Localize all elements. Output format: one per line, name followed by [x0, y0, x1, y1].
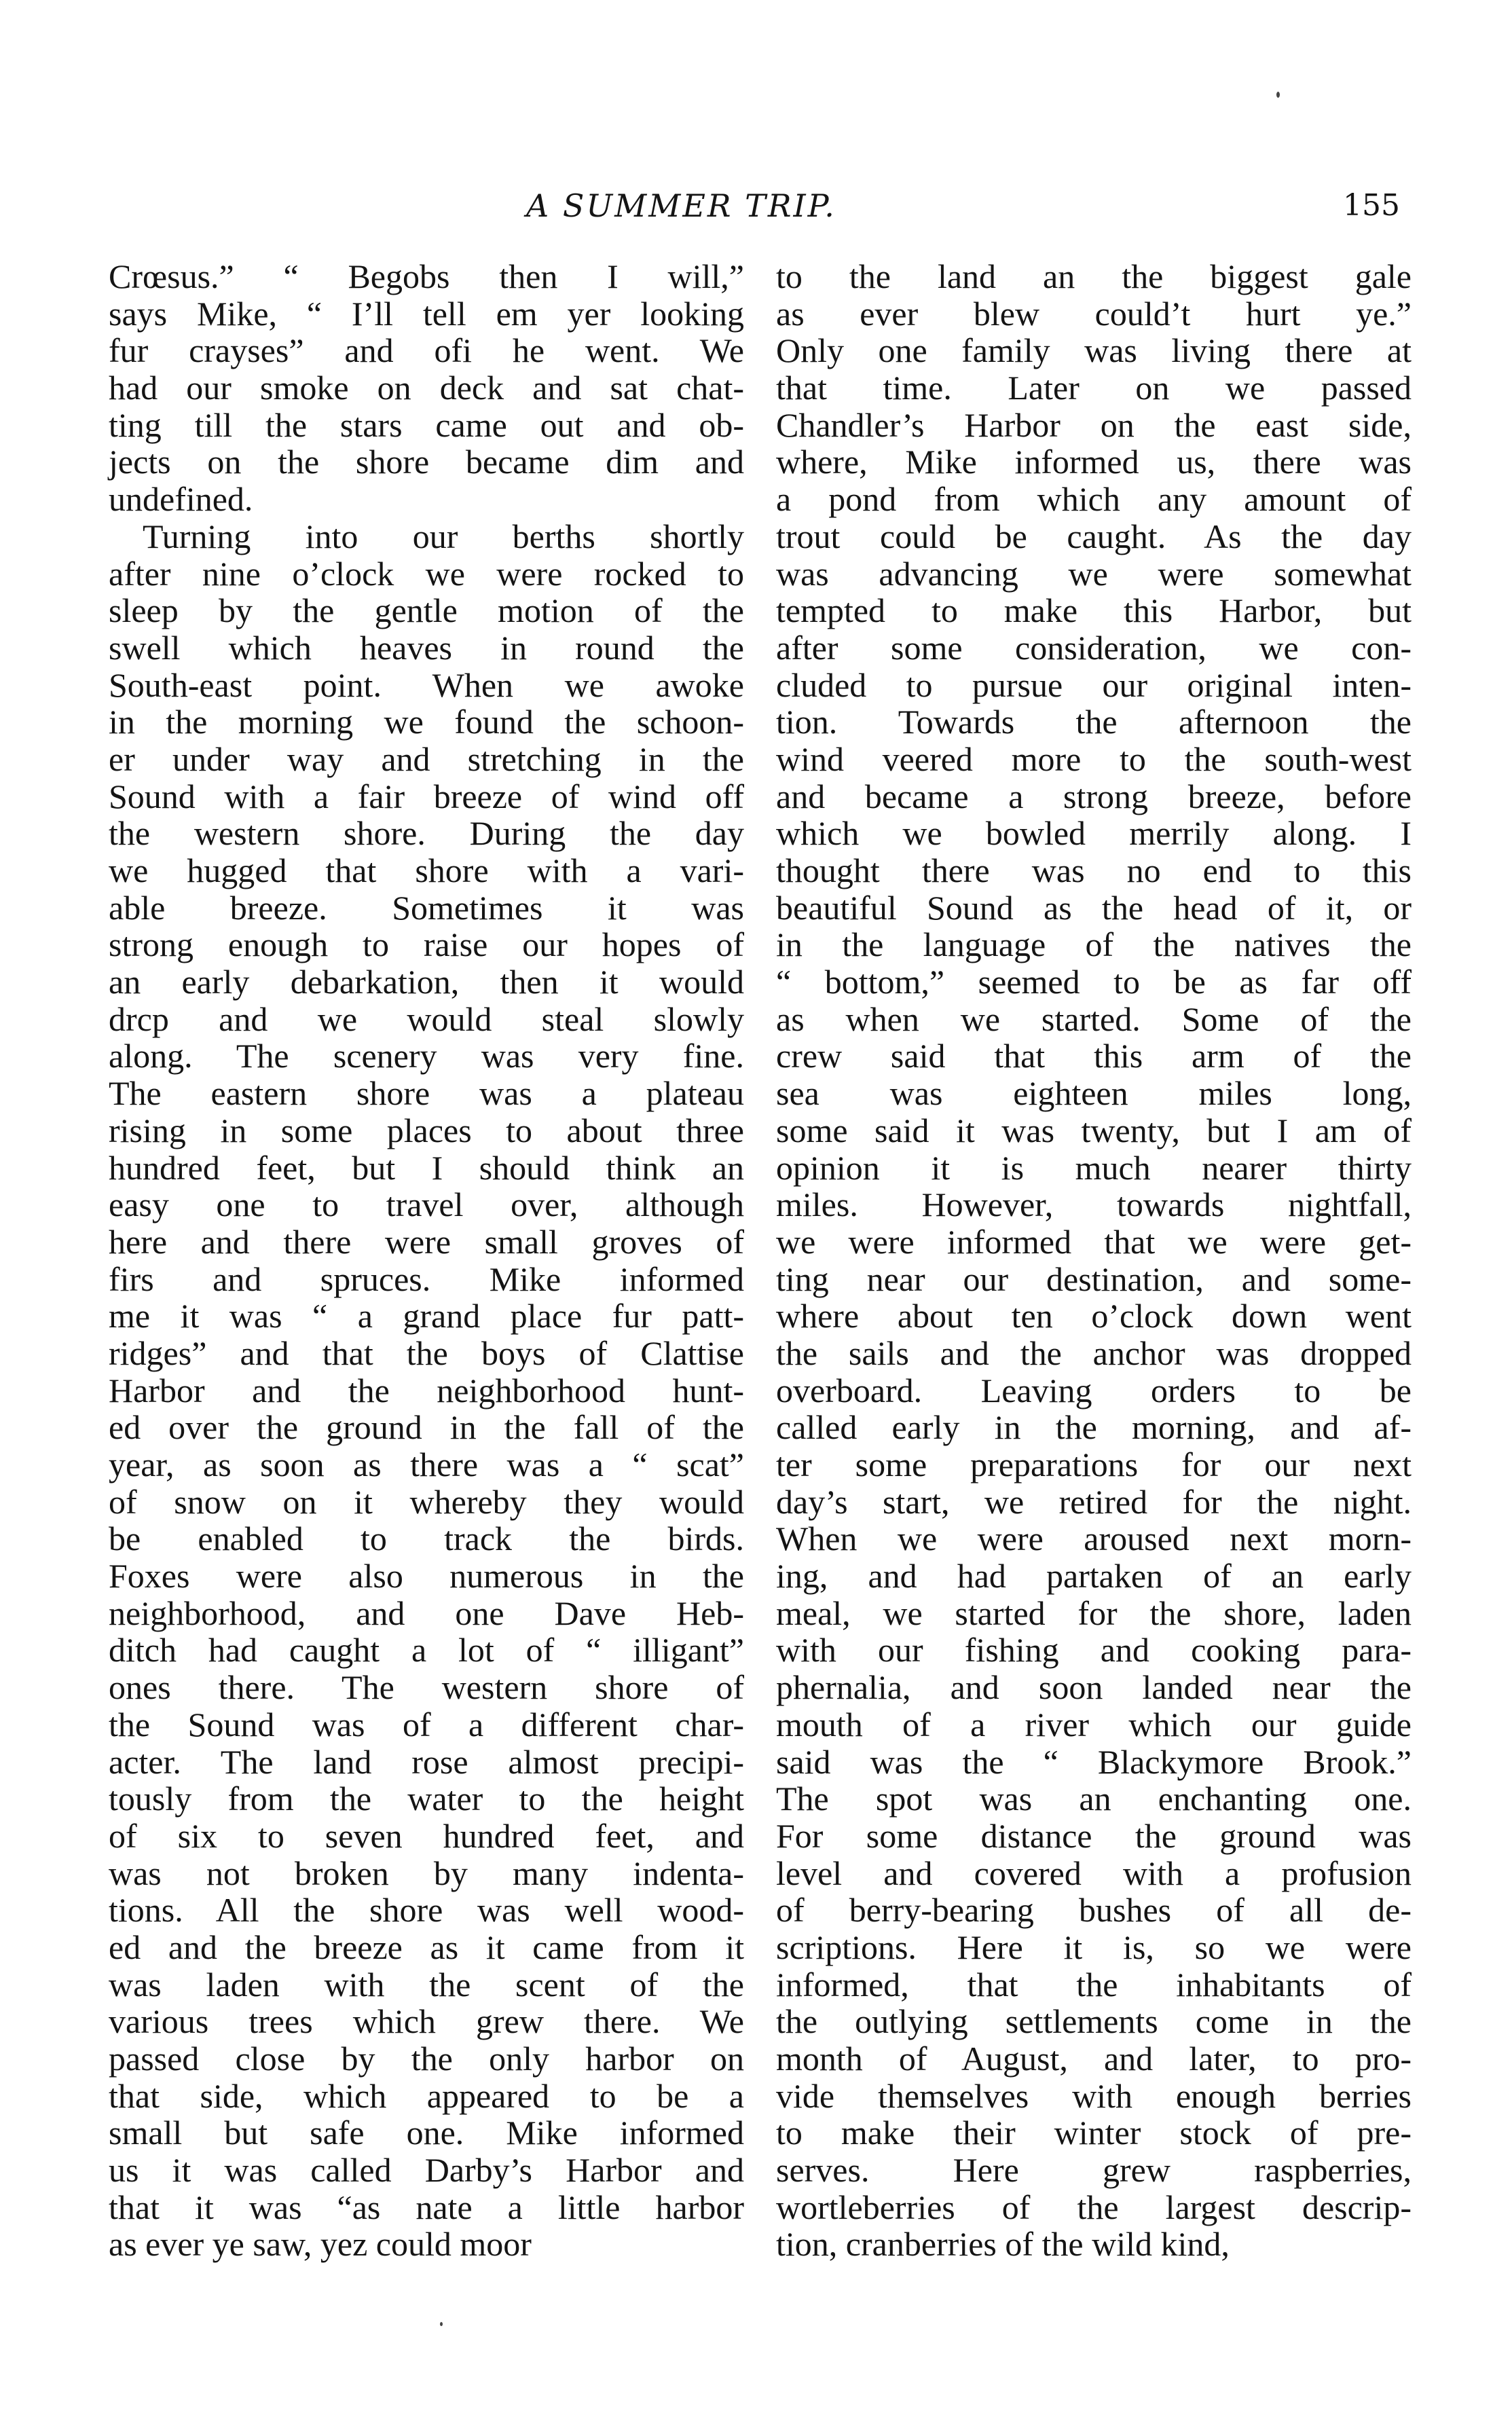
text-line: cluded to pursue our original inten- — [776, 665, 1412, 704]
text-line: The spot was an enchanting one. — [776, 1780, 1412, 1818]
text-line: Foxes were also numerous in the — [109, 1557, 744, 1596]
text-line: crew said that this arm of the — [776, 1037, 1412, 1075]
text-column-right — [776, 258, 1412, 2263]
text-line: Sound with a fair breeze of wind off — [109, 777, 744, 815]
text-line: South-east point. When we awoke — [109, 665, 744, 704]
text-line: that side, which appeared to be a — [109, 2076, 744, 2115]
text-line: where about ten o’clock down went — [776, 1297, 1412, 1335]
text-line: vide themselves with enough berries — [776, 2076, 1412, 2115]
text-line: which we bowled merrily along. I — [776, 814, 1412, 853]
text-line: various trees which grew there. We — [109, 2002, 744, 2041]
text-line: a pond from which any amount of — [776, 480, 1412, 519]
text-line: with our fishing and cooking para- — [776, 1631, 1412, 1670]
text-line: along. The scenery was very fine. — [109, 1037, 744, 1075]
text-line: trout could be caught. As the day — [776, 517, 1412, 555]
text-line: tion. Towards the afternoon the — [776, 703, 1412, 741]
text-line: ed over the ground in the fall of the — [109, 1408, 744, 1447]
text-line: level and covered with a profusion — [776, 1854, 1412, 1892]
text-line: that time. Later on we passed — [776, 369, 1412, 407]
text-line: overboard. Leaving orders to be — [776, 1371, 1412, 1410]
text-line: the outlying settlements come in the — [776, 2002, 1412, 2041]
text-line: phernalia, and soon landed near the — [776, 1668, 1412, 1707]
text-line: of snow on it whereby they would — [109, 1482, 744, 1521]
text-line: small but safe one. Mike informed — [109, 2114, 744, 2152]
text-line: er under way and stretching in the — [109, 739, 744, 778]
text-line: ditch had caught a lot of “ illigant” — [109, 1631, 744, 1670]
text-line: ter some preparations for our next — [776, 1445, 1412, 1484]
text-line: tions. All the shore was well wood- — [109, 1891, 744, 1930]
text-line: in the morning we found the schoon- — [109, 703, 744, 741]
text-line: ting till the stars came out and ob- — [109, 405, 744, 444]
text-line: scriptions. Here it is, so we were — [776, 1928, 1412, 1966]
text-line: be enabled to track the birds. — [109, 1519, 744, 1558]
text-line: was not broken by many indenta- — [109, 1854, 744, 1892]
text-line: and became a strong breeze, before — [776, 777, 1412, 815]
text-line: to the land an the biggest gale — [776, 257, 1412, 295]
text-line: jects on the shore became dim and — [109, 443, 744, 481]
text-line: thought there was no end to this — [776, 851, 1412, 889]
text-line: some said it was twenty, but I am of — [776, 1111, 1412, 1149]
text-line: Chandler’s Harbor on the east side, — [776, 405, 1412, 444]
text-line: the sails and the anchor was dropped — [776, 1333, 1412, 1372]
text-line: year, as soon as there was a “ scat” — [109, 1445, 744, 1484]
text-line: was advancing we were somewhat — [776, 554, 1412, 593]
text-line: tempted to make this Harbor, but — [776, 591, 1412, 630]
text-line: of six to seven hundred feet, and — [109, 1816, 744, 1855]
text-line: rising in some places to about three — [109, 1111, 744, 1149]
text-line: Crœsus.” “ Begobs then I will,” — [109, 257, 744, 295]
text-line: as ever ye saw, yez could moor — [109, 2225, 532, 2264]
text-line: ed and the breeze as it came from it — [109, 1928, 744, 1966]
text-line: called early in the morning, and af- — [776, 1408, 1412, 1447]
text-line: wind veered more to the south-west — [776, 739, 1412, 778]
text-line: miles. However, towards nightfall, — [776, 1185, 1412, 1224]
text-line: as ever blew could’t hurt ye.” — [776, 294, 1412, 333]
text-line: When we were aroused next morn- — [776, 1519, 1412, 1558]
text-column-left — [109, 258, 744, 2263]
text-line: Turning into our berths shortly — [143, 517, 744, 555]
text-line: tion, cranberries of the wild kind, — [776, 2225, 1230, 2264]
text-line: acter. The land rose almost precipi- — [109, 1742, 744, 1781]
text-line: For some distance the ground was — [776, 1816, 1412, 1855]
text-line: in the language of the natives the — [776, 925, 1412, 964]
text-line: here and there were small groves of — [109, 1222, 744, 1261]
text-line: wortleberries of the largest descrip- — [776, 2188, 1412, 2226]
text-line: neighborhood, and one Dave Heb- — [109, 1593, 744, 1632]
text-line: “ bottom,” seemed to be as far off — [776, 963, 1412, 1001]
print-speck — [440, 2322, 443, 2326]
text-line: beautiful Sound as the head of it, or — [776, 888, 1412, 927]
text-line: an early debarkation, then it would — [109, 963, 744, 1001]
text-line: firs and spruces. Mike informed — [109, 1259, 744, 1298]
text-line: sea was eighteen miles long, — [776, 1074, 1412, 1113]
text-line: Harbor and the neighborhood hunt- — [109, 1371, 744, 1410]
text-line: after some consideration, we con- — [776, 628, 1412, 667]
text-line: of berry-bearing bushes of all de- — [776, 1891, 1412, 1930]
text-line: had our smoke on deck and sat chat- — [109, 369, 744, 407]
text-line: us it was called Darby’s Harbor and — [109, 2151, 744, 2190]
text-line: ting near our destination, and some- — [776, 1259, 1412, 1298]
text-line: easy one to travel over, although — [109, 1185, 744, 1224]
text-line: month of August, and later, to pro- — [776, 2040, 1412, 2078]
text-line: swell which heaves in round the — [109, 628, 744, 667]
text-line: after nine o’clock we were rocked to — [109, 554, 744, 593]
text-line: fur crayses” and ofi he went. We — [109, 331, 744, 370]
text-line: we were informed that we were get- — [776, 1222, 1412, 1261]
text-line: tously from the water to the height — [109, 1780, 744, 1818]
running-title: A SUMMER TRIP. — [526, 187, 836, 224]
text-line: serves. Here grew raspberries, — [776, 2151, 1412, 2190]
text-line: day’s start, we retired for the night. — [776, 1482, 1412, 1521]
text-line: opinion it is much nearer thirty — [776, 1148, 1412, 1187]
text-line: where, Mike informed us, there was — [776, 443, 1412, 481]
text-line: was laden with the scent of the — [109, 1965, 744, 2004]
text-line: hundred feet, but I should think an — [109, 1148, 744, 1187]
text-line: undefined. — [109, 480, 253, 519]
text-line: meal, we started for the shore, laden — [776, 1593, 1412, 1632]
text-line: informed, that the inhabitants of — [776, 1965, 1412, 2004]
text-line: sleep by the gentle motion of the — [109, 591, 744, 630]
text-line: ing, and had partaken of an early — [776, 1557, 1412, 1596]
text-line: drcp and we would steal slowly — [109, 999, 744, 1038]
text-line: ridges” and that the boys of Clattise — [109, 1333, 744, 1372]
text-line: as when we started. Some of the — [776, 999, 1412, 1038]
print-speck — [1276, 92, 1280, 98]
text-line: the western shore. During the day — [109, 814, 744, 853]
page-number: 155 — [1343, 188, 1400, 223]
text-line: that it was “as nate a little harbor — [109, 2188, 744, 2226]
text-line: Only one family was living there at — [776, 331, 1412, 370]
text-line: ones there. The western shore of — [109, 1668, 744, 1707]
text-line: said was the “ Blackymore Brook.” — [776, 1742, 1412, 1781]
text-line: passed close by the only harbor on — [109, 2040, 744, 2078]
text-line: The eastern shore was a plateau — [109, 1074, 744, 1113]
text-line: strong enough to raise our hopes of — [109, 925, 744, 964]
page-header — [0, 182, 1512, 229]
text-line: mouth of a river which our guide — [776, 1705, 1412, 1744]
text-line: to make their winter stock of pre- — [776, 2114, 1412, 2152]
text-line: says Mike, “ I’ll tell em yer looking — [109, 294, 744, 333]
text-line: able breeze. Sometimes it was — [109, 888, 744, 927]
text-line: we hugged that shore with a vari- — [109, 851, 744, 889]
text-line: me it was “ a grand place fur patt- — [109, 1297, 744, 1335]
text-line: the Sound was of a different char- — [109, 1705, 744, 1744]
